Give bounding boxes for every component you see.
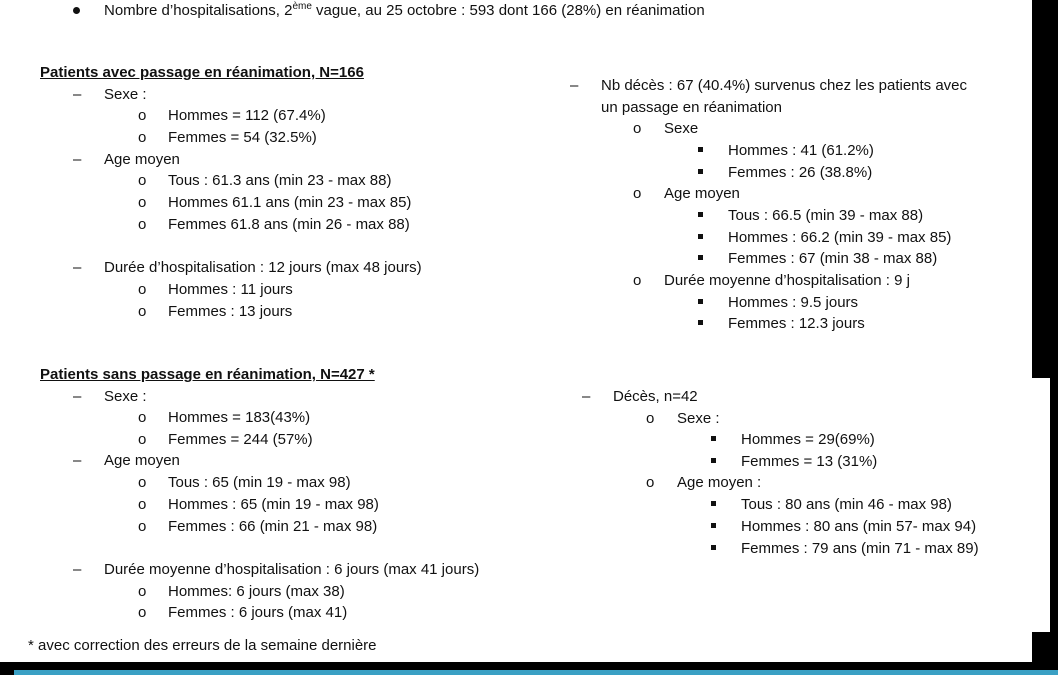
sans-deces-sexe: Sexe :	[677, 410, 720, 427]
sans-age-hommes: Hommes : 65 (min 19 - max 98)	[168, 496, 379, 513]
circle-marker: o	[646, 474, 655, 491]
square-bullet	[698, 234, 703, 239]
section-title-rea: Patients avec passage en réanimation, N=166	[40, 64, 364, 81]
sans-deces-femmes: Femmes = 13 (31%)	[741, 453, 878, 470]
dash-marker: –	[570, 77, 579, 94]
circle-marker: o	[138, 172, 147, 189]
sans-deces-age-femmes: Femmes : 79 ans (min 71 - max 89)	[741, 540, 979, 557]
rea-sexe: Sexe :	[104, 86, 147, 103]
circle-marker: o	[633, 272, 642, 289]
square-bullet	[711, 501, 716, 506]
circle-marker: o	[138, 518, 147, 535]
sans-duree-hommes: Hommes: 6 jours (max 38)	[168, 583, 345, 600]
circle-marker: o	[138, 303, 147, 320]
sans-hommes: Hommes = 183(43%)	[168, 409, 311, 426]
rea-duree-hommes: Hommes : 11 jours	[168, 281, 293, 298]
dash-marker: –	[582, 388, 591, 405]
rea-deces-line2: un passage en réanimation	[601, 99, 782, 116]
rea-deces-age-hommes: Hommes : 66.2 (min 39 - max 85)	[728, 229, 952, 246]
dash-marker: –	[73, 151, 82, 168]
circle-marker: o	[646, 410, 655, 427]
sans-age-tous: Tous : 65 (min 19 - max 98)	[168, 474, 351, 491]
square-bullet	[698, 147, 703, 152]
top-bullet-text: Nombre d’hospitalisations, 2ème vague, au 25 octobre : 593 dont 166 (28%) en réanimation	[104, 1, 705, 19]
sans-deces-hommes: Hommes = 29(69%)	[741, 431, 875, 448]
square-bullet	[711, 523, 716, 528]
circle-marker: o	[138, 129, 147, 146]
rea-femmes: Femmes = 54 (32.5%)	[168, 129, 317, 146]
square-bullet	[698, 255, 703, 260]
rea-deces-line1: Nb décès : 67 (40.4%) survenus chez les patients avec	[601, 77, 968, 94]
sans-sexe: Sexe :	[104, 388, 147, 405]
square-bullet	[711, 545, 716, 550]
rea-age-femmes: Femmes 61.8 ans (min 26 - max 88)	[168, 216, 410, 233]
circle-marker: o	[138, 216, 147, 233]
sans-duree-femmes: Femmes : 6 jours (max 41)	[168, 604, 348, 621]
circle-marker: o	[138, 281, 147, 298]
circle-marker: o	[138, 583, 147, 600]
section-title-sans: Patients sans passage en réanimation, N=427 *	[40, 366, 375, 383]
square-bullet	[711, 458, 716, 463]
circle-marker: o	[138, 431, 147, 448]
dash-marker: –	[73, 259, 82, 276]
sans-deces-age-hommes: Hommes : 80 ans (min 57- max 94)	[741, 518, 977, 535]
page-edge	[1032, 378, 1050, 632]
rea-duree-femmes: Femmes : 13 jours	[168, 303, 293, 320]
rea-age-tous: Tous : 61.3 ans (min 23 - max 88)	[168, 172, 392, 189]
circle-marker: o	[138, 409, 147, 426]
circle-marker: o	[633, 120, 642, 137]
rea-duree: Durée d’hospitalisation : 12 jours (max 48 jours)	[104, 259, 422, 276]
circle-marker: o	[138, 194, 147, 211]
circle-marker: o	[138, 474, 147, 491]
circle-marker: o	[138, 496, 147, 513]
square-bullet	[698, 320, 703, 325]
bottom-bar	[14, 670, 1058, 675]
rea-deces-age-femmes: Femmes : 67 (min 38 - max 88)	[728, 250, 938, 267]
footnote: * avec correction des erreurs de la semaine dernière	[28, 637, 377, 654]
circle-marker: o	[138, 107, 147, 124]
sans-deces-age: Age moyen :	[677, 474, 762, 491]
sans-duree: Durée moyenne d’hospitalisation : 6 jours (max 41 jours)	[104, 561, 480, 578]
square-bullet	[698, 212, 703, 217]
sans-femmes: Femmes = 244 (57%)	[168, 431, 313, 448]
rea-deces-age-tous: Tous : 66.5 (min 39 - max 88)	[728, 207, 924, 224]
rea-deces-duree: Durée moyenne d’hospitalisation : 9 j	[664, 272, 910, 289]
rea-deces-sexe: Sexe	[664, 120, 699, 137]
square-bullet	[698, 299, 703, 304]
bullet-dot	[73, 7, 80, 14]
square-bullet	[698, 169, 703, 174]
sans-age: Age moyen	[104, 452, 180, 469]
rea-age: Age moyen	[104, 151, 180, 168]
dash-marker: –	[73, 388, 82, 405]
circle-marker: o	[633, 185, 642, 202]
sans-deces-age-tous: Tous : 80 ans (min 46 - max 98)	[741, 496, 952, 513]
rea-deces-hommes: Hommes : 41 (61.2%)	[728, 142, 874, 159]
rea-age-hommes: Hommes 61.1 ans (min 23 - max 85)	[168, 194, 412, 211]
rea-deces-femmes: Femmes : 26 (38.8%)	[728, 164, 873, 181]
sans-age-femmes: Femmes : 66 (min 21 - max 98)	[168, 518, 378, 535]
rea-hommes: Hommes = 112 (67.4%)	[168, 107, 326, 124]
square-bullet	[711, 436, 716, 441]
sans-deces-title: Décès, n=42	[613, 388, 698, 405]
dash-marker: –	[73, 86, 82, 103]
dash-marker: –	[73, 561, 82, 578]
rea-deces-age: Age moyen	[664, 185, 740, 202]
rea-deces-duree-hommes: Hommes : 9.5 jours	[728, 294, 859, 311]
rea-deces-duree-femmes: Femmes : 12.3 jours	[728, 315, 865, 332]
dash-marker: –	[73, 452, 82, 469]
circle-marker: o	[138, 604, 147, 621]
